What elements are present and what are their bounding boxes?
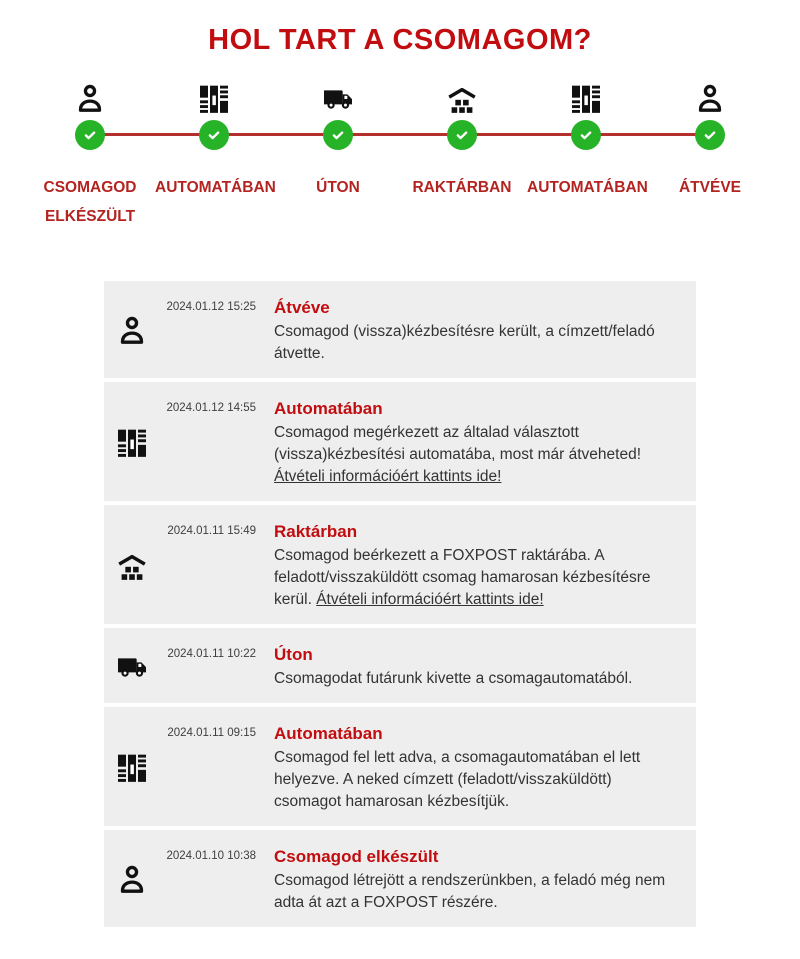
event-title: Raktárban (274, 522, 358, 542)
event-timestamp: 2024.01.12 15:25 (166, 301, 256, 314)
step-label: AUTOMATÁBAN (155, 179, 276, 196)
event-card (104, 628, 696, 703)
locker-icon (566, 81, 606, 115)
event-content (256, 644, 676, 690)
timeline-step (276, 81, 400, 231)
page-title: HOL TART A CSOMAGOM? (208, 24, 592, 56)
event-card (104, 707, 696, 826)
event-timestamp: 2024.01.11 10:22 (167, 648, 256, 661)
check-icon (75, 120, 105, 150)
event-timestamp: 2024.01.11 15:49 (167, 525, 256, 538)
person-icon (690, 81, 730, 115)
event-timestamp: 2024.01.12 14:55 (166, 402, 256, 415)
pickup-info-link[interactable]: Átvételi információért kattints ide! (316, 591, 544, 609)
event-card (104, 382, 696, 501)
person-icon (112, 315, 152, 347)
event-body: Csomagod létrejött a rendszerünkben, a feladó még nem adta át azt a FOXPOST részére. (274, 872, 666, 912)
check-icon (199, 120, 229, 150)
step-label: RAKTÁRBAN (412, 179, 512, 196)
event-body: Csomagodat futárunk kivette a csomagautomatából. (274, 670, 633, 688)
step-label: ÚTON (316, 179, 360, 196)
timeline-step (28, 81, 152, 231)
timeline-step (524, 81, 648, 231)
step-label: CSOMAGOD ELKÉSZÜLT (43, 179, 137, 225)
warehouse-icon (112, 550, 152, 582)
locker-icon (112, 752, 152, 784)
event-body: Csomagod (vissza)kézbesítésre került, a címzett/feladó átvette. (274, 323, 655, 363)
timeline-step (648, 81, 772, 231)
person-icon (112, 864, 152, 896)
event-card (104, 830, 696, 927)
check-icon (323, 120, 353, 150)
locker-icon (194, 81, 234, 115)
package-tracking-page (0, 24, 800, 959)
event-body: Csomagod beérkezett a FOXPOST raktárába. A feladott/visszaküldött csomag hamarosan kézbesítésre kerül. Átvételi információért kattints ide! (274, 547, 651, 609)
truck-icon (112, 651, 152, 683)
timeline-step (152, 81, 276, 231)
truck-icon (318, 81, 358, 115)
check-icon (695, 120, 725, 150)
event-content (256, 846, 676, 914)
event-body: Csomagod megérkezett az általad választott (vissza)kézbesítési automatába, most már átveheted! Átvételi információért kattints ide! (274, 424, 641, 486)
person-icon (70, 81, 110, 115)
check-icon (447, 120, 477, 150)
pickup-info-link[interactable]: Átvételi információért kattints ide! (274, 468, 502, 486)
timeline-steps (28, 81, 772, 231)
event-title: Automatában (274, 399, 383, 419)
locker-icon (112, 427, 152, 459)
event-title: Automatában (274, 724, 383, 744)
event-timestamp: 2024.01.11 09:15 (167, 727, 256, 740)
step-label: AUTOMATÁBAN (527, 179, 648, 196)
progress-timeline (28, 81, 772, 231)
event-title: Csomagod elkészült (274, 847, 439, 867)
event-content (256, 521, 676, 611)
timeline-step (400, 81, 524, 231)
event-content (256, 398, 676, 488)
event-content (256, 723, 676, 813)
event-content (256, 297, 676, 365)
event-history-list (104, 281, 696, 927)
event-timestamp: 2024.01.10 10:38 (166, 850, 256, 863)
step-label: ÁTVÉVE (678, 179, 741, 196)
event-card (104, 281, 696, 378)
event-card (104, 505, 696, 624)
event-body: Csomagod fel lett adva, a csomagautomatában el lett helyezve. A neked címzett (feladott/visszaküldött) csomagot hamarosan kézbesítjük. (274, 749, 641, 811)
event-title: Átvéve (274, 298, 330, 318)
event-title: Úton (274, 645, 313, 665)
warehouse-icon (442, 81, 482, 115)
check-icon (571, 120, 601, 150)
